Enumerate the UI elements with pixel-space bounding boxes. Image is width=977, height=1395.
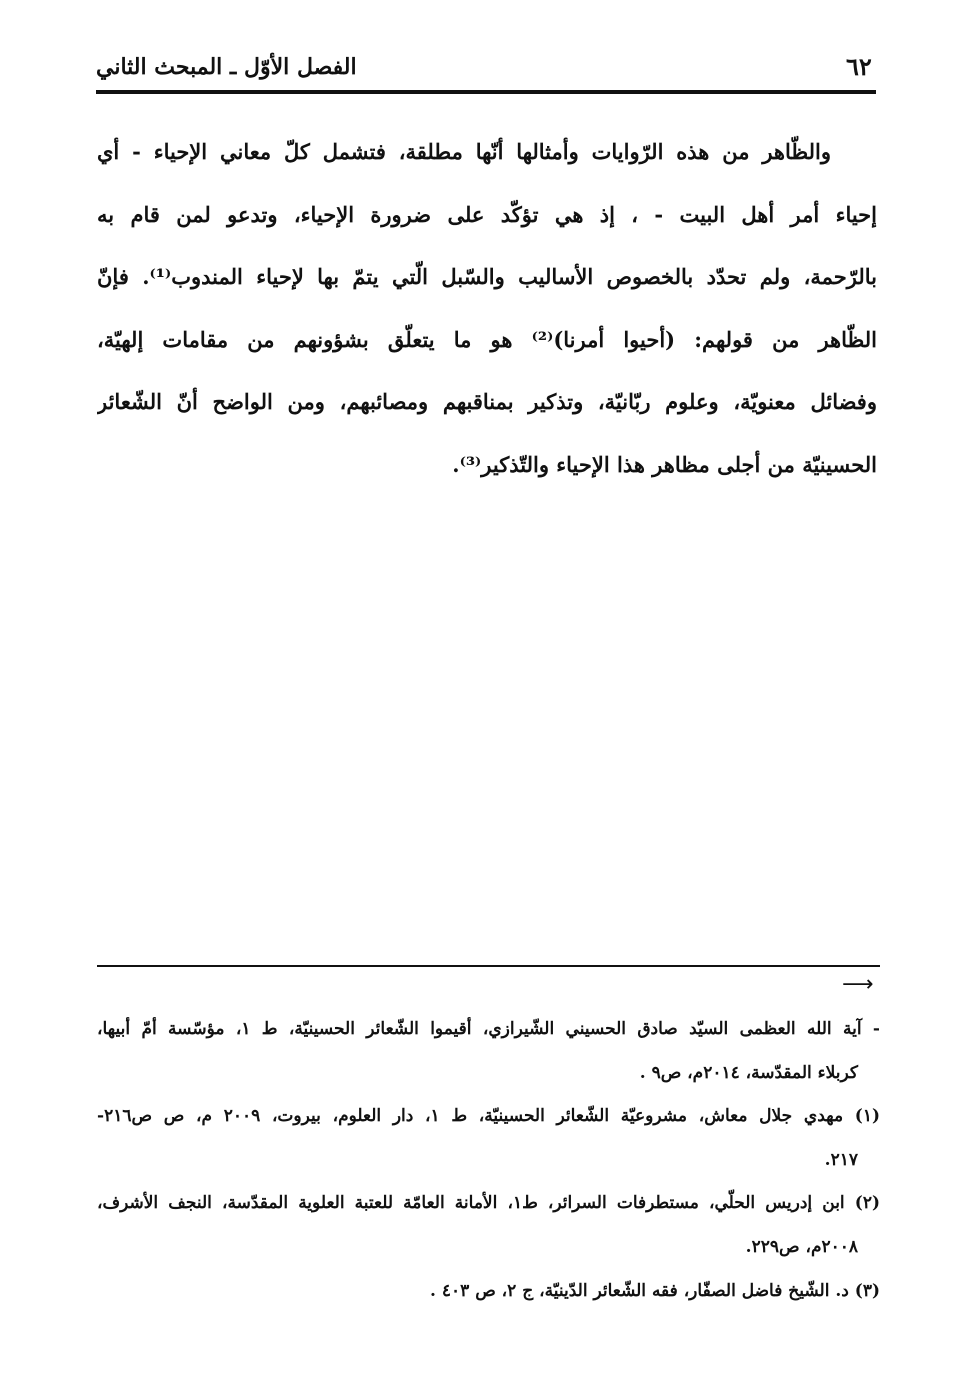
footnote-line: (٢) ابن إدريس الحلّي، مستطرفات السرائر، ط١، الأمانة العامّة للعتبة العلوية المقدّسة، النجف الأشرف، xyxy=(97,1193,880,1214)
footnote-line: (١) مهدي جلال معاش، مشروعيّة الشّعائر الحسينيّة، ط ١، دار العلوم، بيروت، ٢٠٠٩ م، ص ص٢١٦- xyxy=(97,1106,880,1127)
body-line: إحياء أمر أهل البيت‏ - ، إذ هي تؤكّد على ضرورة الإحياء، وتدعو لمن قام به xyxy=(97,201,877,227)
body-line: الحسينيّة من أجلى مظاهر هذا الإحياء والتّذكير⁽³⁾. xyxy=(452,451,877,477)
footnote-line: - آية الله العظمى السيّد صادق الحسيني الشّيرازي، أقيموا الشّعائر الحسينيّة، ط ١، مؤسّسة أمّ أبيها‏، xyxy=(97,1019,880,1039)
body-line: الظّاهر من قولهم‏: (أحيوا أمرنا)⁽²⁾ هو ما يتعلّق بشؤونهم من مقامات إلهيّة، xyxy=(97,326,877,352)
body-paragraph xyxy=(97,121,877,497)
footnote-line: ٢١٧. xyxy=(824,1149,858,1170)
body-line: والظّاهر من هذه الرّوايات وأمثالها أنّها مطلقة، فتشمل كلّ معاني الإحياء - أي xyxy=(97,139,831,164)
footnote-line: كربلاء المقدّسة، ٢٠١٤م، ص٩ . xyxy=(639,1062,858,1083)
footnote-separator xyxy=(97,965,880,967)
body-line: بالرّحمة، ولم تحدّد بالخصوص الأساليب والسّبل الّتي يتمّ بها لإحياء المندوب⁽¹⁾. فإنّ xyxy=(97,264,877,290)
running-header: الفصل الأوّل ـ المبحث الثاني xyxy=(96,54,357,80)
header-rule xyxy=(96,90,876,94)
footnote-line: (٣) د. الشّيخ فاضل الصفّار، فقه الشّعائر الدّينيّة، ج ٢، ص ٤٠٣ . xyxy=(430,1280,880,1301)
footnotes xyxy=(97,1008,880,1313)
continuation-arrow-icon: ⟶ xyxy=(842,972,874,997)
footnote-line: ٢٠٠٨م، ص٢٢٩. xyxy=(745,1236,858,1257)
body-line: وفضائل معنويّة، وعلوم ربّانيّة، وتذكير بمناقبهم ومصائبهم، ومن الواضح أنّ الشّعائر xyxy=(97,389,877,415)
page-number: ٦٢ xyxy=(846,52,872,81)
